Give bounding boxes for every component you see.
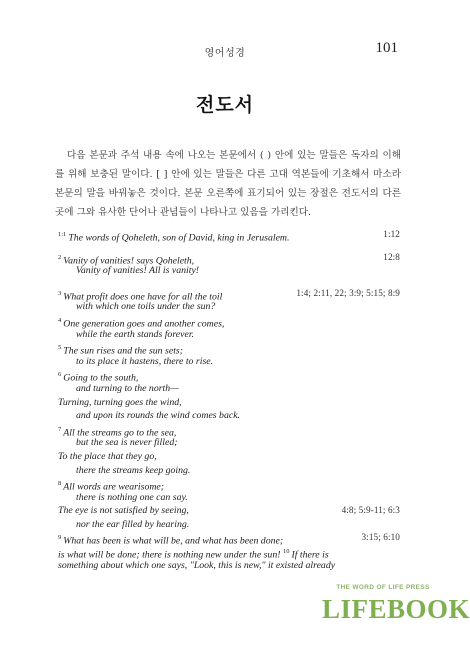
verse-text: to its place it hastens, there to rise.: [76, 355, 214, 367]
verse-6: [58, 368, 400, 422]
verse-text: Turning, turning goes the wind,: [58, 396, 182, 408]
verse-text: while the earth stands forever.: [76, 328, 195, 340]
verse-2: [58, 251, 400, 278]
verse-text: with which one toils under the sun?: [76, 301, 216, 313]
cross-reference: 1:4; 2:11, 22; 3:9; 5:15; 8:9: [296, 287, 400, 298]
verse-text: Vanity of vanities! All is vanity!: [76, 265, 200, 277]
verse-number: 3: [58, 289, 62, 297]
verse-text: but the sea is never filled;: [76, 437, 178, 449]
page-number: 101: [375, 40, 398, 56]
verse-number: 7: [58, 425, 62, 433]
verse-number: 10: [282, 548, 290, 556]
verse-text: Going to the south,: [63, 372, 139, 384]
cross-reference: 12:8: [383, 251, 400, 262]
verse-8: [58, 477, 400, 531]
verse-text: is what will be done; there is nothing new under the sun!: [58, 549, 281, 561]
verse-number: 6: [58, 371, 62, 379]
verse-text: The eye is not satisfied by seeing,: [58, 505, 189, 517]
verse-number: 9: [58, 534, 62, 542]
verse-9: [58, 531, 400, 572]
verse-text: If there is: [291, 549, 329, 561]
verse-text: The words of Qoheleth, son of David, king in Jerusalem.: [68, 232, 290, 244]
verse-number: 2: [58, 253, 62, 261]
verse-text: All words are wearisome;: [63, 481, 165, 493]
verse-1-1: [58, 228, 400, 242]
logo-tagline: THE WORD OF LIFE PRESS: [336, 584, 430, 591]
intro-paragraph: 다음 본문과 주석 내용 속에 나오는 본문에서 ( ) 안에 있는 말들은 독자의 이해를 위해 보충된 말이다. [ ] 안에 있는 말들은 다른 고대 역본들에 기초해서 마소라 본문의 말을 바꿔놓은 것이다. 본문 오른쪽에 표기되어 있는 장절은 전도서의 다른 곳에 그와 유사한 단어나 관념들이 나타나고 있음을 가리킨다.: [55, 150, 401, 218]
verse-text: The sun rises and the sun sets;: [63, 345, 183, 357]
verse-text: and upon its rounds the wind comes back.: [76, 410, 240, 422]
verse-5: [58, 341, 400, 368]
cross-reference: 4:8; 5:9-11; 6:3: [341, 505, 400, 516]
logo-wordmark: LIFEBOOK: [322, 594, 470, 624]
verse-number: 4: [58, 316, 62, 324]
verse-text: All the streams go to the sea,: [63, 426, 177, 438]
verse-number: 1:1: [58, 231, 67, 238]
verse-text: and turning to the north—: [76, 382, 179, 394]
verse-number: 8: [58, 480, 62, 488]
chapter-title: 전도서: [195, 94, 255, 116]
verse-list: [58, 228, 400, 572]
publisher-logo: [322, 582, 470, 638]
verse-text: there is nothing one can say.: [76, 491, 188, 503]
verse-text: What has been is what will be, and what has been done;: [63, 535, 284, 547]
cross-reference: 3:15; 6:10: [361, 532, 400, 543]
verse-4: [58, 314, 400, 341]
running-head: 영어성경: [204, 48, 246, 59]
verse-7: [58, 423, 400, 477]
verse-text: To the place that they go,: [58, 450, 157, 462]
verse-number: 5: [58, 344, 62, 352]
verse-text: there the streams keep going.: [76, 464, 191, 476]
verse-3: [58, 287, 400, 314]
verse-text: nor the ear filled by hearing.: [76, 518, 190, 530]
verse-text: Vanity of vanities! says Qoheleth,: [63, 254, 195, 266]
verse-text: One generation goes and another comes,: [63, 318, 225, 330]
cross-reference: 1:12: [383, 229, 400, 239]
verse-text: What profit does one have for all the toil: [63, 291, 223, 303]
verse-text: something about which one says, "Look, this is new," it existed already: [58, 559, 336, 571]
